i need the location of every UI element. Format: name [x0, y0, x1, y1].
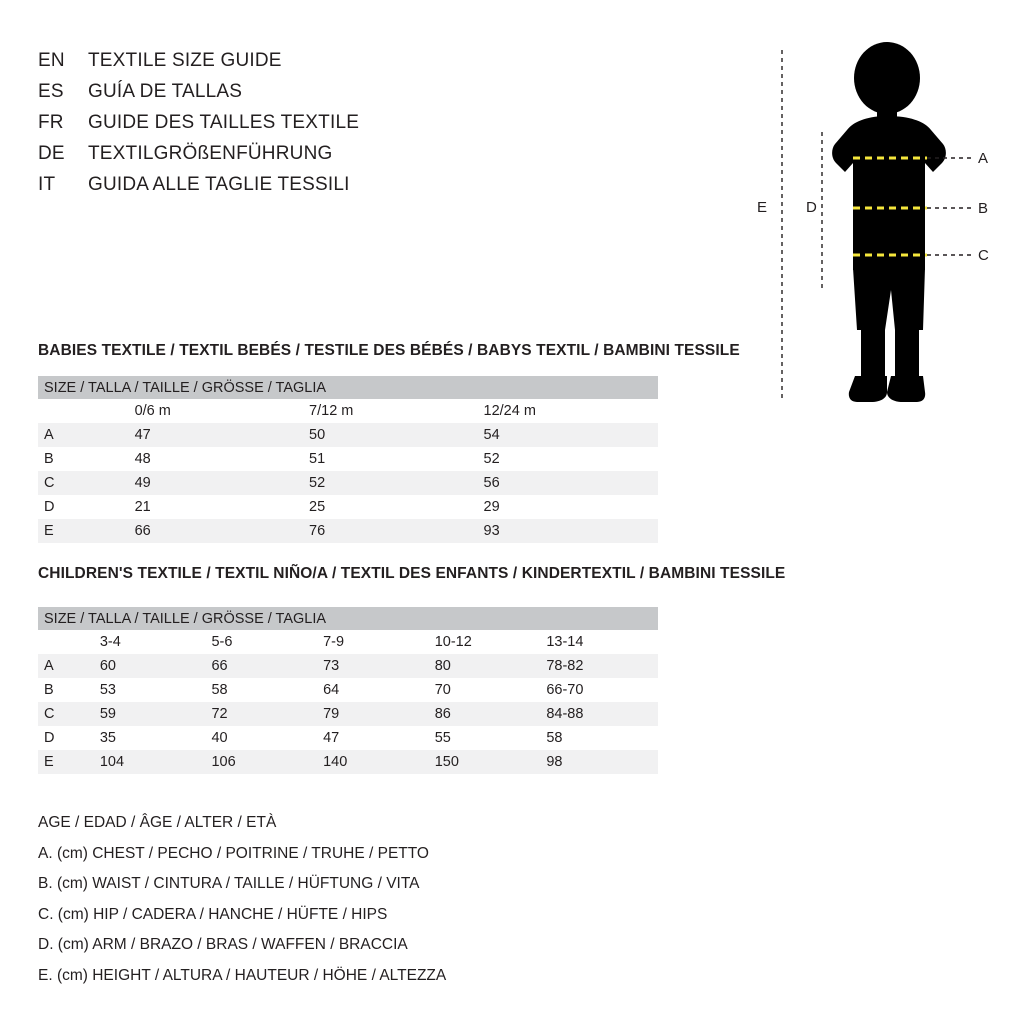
table-column-row [38, 630, 658, 654]
table-header-row [38, 607, 658, 630]
cell-value: 79 [323, 702, 435, 726]
table-row [38, 702, 658, 726]
title-text-fr: GUIDE DES TAILLES TEXTILE [88, 112, 360, 133]
title-row-en [38, 50, 359, 81]
table-row [38, 678, 658, 702]
row-label: D [38, 495, 135, 519]
cell-value: 150 [435, 750, 547, 774]
cell-value: 72 [211, 702, 323, 726]
language-code-es: ES [38, 81, 64, 102]
row-label: A [38, 423, 135, 447]
children-size-table [38, 607, 658, 774]
cell-value: 52 [309, 471, 483, 495]
title-row-it [38, 174, 359, 205]
cell-value: 66 [211, 654, 323, 678]
title-text-it: GUIDA ALLE TAGLIE TESSILI [88, 174, 350, 195]
cell-value: 80 [435, 654, 547, 678]
language-code-en: EN [38, 50, 65, 71]
children-column-4: 13-14 [546, 630, 658, 654]
title-block [38, 50, 359, 205]
table-row [38, 654, 658, 678]
cell-value: 98 [546, 750, 658, 774]
table-column-row [38, 399, 658, 423]
row-label: D [38, 726, 100, 750]
marker-label-c: C [978, 247, 989, 264]
corner-cell [38, 399, 135, 423]
cell-value: 52 [484, 447, 658, 471]
language-code-de: DE [38, 143, 65, 164]
cell-value: 47 [135, 423, 309, 447]
cell-value: 48 [135, 447, 309, 471]
title-row-de [38, 143, 359, 174]
row-label: A [38, 654, 100, 678]
table-row [38, 519, 658, 543]
cell-value: 58 [211, 678, 323, 702]
table-row [38, 447, 658, 471]
cell-value: 73 [323, 654, 435, 678]
table-row [38, 726, 658, 750]
table-row [38, 750, 658, 774]
language-code-fr: FR [38, 112, 64, 133]
table-row [38, 423, 658, 447]
row-label: B [38, 447, 135, 471]
cell-value: 50 [309, 423, 483, 447]
marker-label-b: B [978, 200, 989, 217]
babies-section-heading: BABIES TEXTILE / TEXTIL BEBÉS / TESTILE DES BÉBÉS / BABYS TEXTIL / BAMBINI TESSILE [38, 342, 740, 359]
title-text-de: TEXTILGRÖßENFÜHRUNG [88, 143, 333, 164]
row-label: E [38, 750, 100, 774]
babies-column-2: 12/24 m [484, 399, 658, 423]
legend-line-age: AGE / EDAD / ÂGE / ALTER / ETÀ [38, 814, 277, 831]
cell-value: 76 [309, 519, 483, 543]
cell-value: 106 [211, 750, 323, 774]
cell-value: 140 [323, 750, 435, 774]
marker-label-e: E [757, 199, 768, 216]
children-size-header: SIZE / TALLA / TAILLE / GRÖSSE / TAGLIA [38, 607, 658, 630]
child-silhouette-icon [735, 40, 1005, 415]
children-section-heading: CHILDREN'S TEXTILE / TEXTIL NIÑO/A / TEXTIL DES ENFANTS / KINDERTEXTIL / BAMBINI TESSILE [38, 565, 786, 582]
cell-value: 66 [135, 519, 309, 543]
row-label: C [38, 702, 100, 726]
cell-value: 49 [135, 471, 309, 495]
babies-column-1: 7/12 m [309, 399, 483, 423]
row-label: B [38, 678, 100, 702]
cell-value: 40 [211, 726, 323, 750]
title-row-fr [38, 112, 359, 143]
legend-line-e: E. (cm) HEIGHT / ALTURA / HAUTEUR / HÖHE / ALTEZZA [38, 966, 447, 984]
babies-size-header: SIZE / TALLA / TAILLE / GRÖSSE / TAGLIA [38, 376, 658, 399]
cell-value: 25 [309, 495, 483, 519]
cell-value: 59 [100, 702, 212, 726]
row-label: E [38, 519, 135, 543]
cell-value: 54 [484, 423, 658, 447]
title-row-es [38, 81, 359, 112]
children-column-3: 10-12 [435, 630, 547, 654]
cell-value: 60 [100, 654, 212, 678]
babies-column-0: 0/6 m [135, 399, 309, 423]
cell-value: 51 [309, 447, 483, 471]
legend-line-c: C. (cm) HIP / CADERA / HANCHE / HÜFTE / HIPS [38, 905, 388, 923]
cell-value: 84-88 [546, 702, 658, 726]
cell-value: 78-82 [546, 654, 658, 678]
marker-label-a: A [978, 150, 989, 167]
legend-line-d: D. (cm) ARM / BRAZO / BRAS / WAFFEN / BRACCIA [38, 936, 408, 953]
measurement-legend [38, 808, 446, 991]
cell-value: 47 [323, 726, 435, 750]
title-text-en: TEXTILE SIZE GUIDE [88, 50, 282, 71]
cell-value: 21 [135, 495, 309, 519]
cell-value: 58 [546, 726, 658, 750]
children-column-1: 5-6 [211, 630, 323, 654]
cell-value: 35 [100, 726, 212, 750]
marker-label-d: D [806, 199, 817, 216]
table-row [38, 495, 658, 519]
language-code-it: IT [38, 174, 56, 195]
legend-line-b: B. (cm) WAIST / CINTURA / TAILLE / HÜFTUNG / VITA [38, 875, 420, 892]
measurement-figure [735, 40, 1005, 415]
children-column-2: 7-9 [323, 630, 435, 654]
children-column-0: 3-4 [100, 630, 212, 654]
table-row [38, 471, 658, 495]
cell-value: 53 [100, 678, 212, 702]
cell-value: 86 [435, 702, 547, 726]
legend-line-a: A. (cm) CHEST / PECHO / POITRINE / TRUHE / PETTO [38, 844, 429, 862]
cell-value: 55 [435, 726, 547, 750]
cell-value: 104 [100, 750, 212, 774]
corner-cell [38, 630, 100, 654]
title-text-es: GUÍA DE TALLAS [88, 81, 243, 102]
babies-size-table [38, 376, 658, 543]
row-label: C [38, 471, 135, 495]
cell-value: 66-70 [546, 678, 658, 702]
cell-value: 93 [484, 519, 658, 543]
table-header-row [38, 376, 658, 399]
cell-value: 70 [435, 678, 547, 702]
cell-value: 56 [484, 471, 658, 495]
cell-value: 64 [323, 678, 435, 702]
cell-value: 29 [484, 495, 658, 519]
